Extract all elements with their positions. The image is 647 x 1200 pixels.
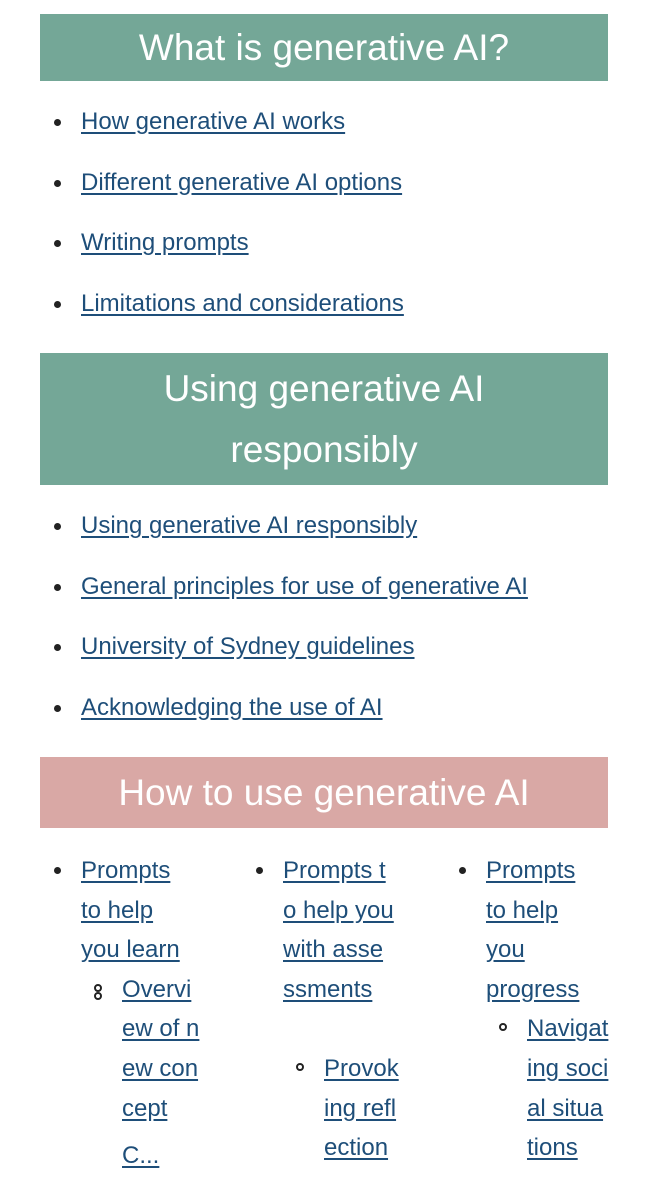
what-is-ai-list xyxy=(0,110,647,352)
sub-list xyxy=(324,1049,404,1168)
heading-line: Using generative AI xyxy=(163,368,485,409)
bullet-icon xyxy=(54,240,61,247)
list-item xyxy=(0,572,647,636)
sub-list xyxy=(122,970,204,1176)
link-navigating-social[interactable]: Navigating social situations xyxy=(527,1015,609,1162)
bullet-icon xyxy=(54,584,61,591)
bullet-icon xyxy=(54,644,61,651)
link-prompts-progress[interactable]: Prompts to help you progress xyxy=(486,857,580,1003)
link-prompts-assessments[interactable]: Prompts to help you with assessments xyxy=(283,857,394,1003)
link-how-ai-works[interactable]: How generative AI works xyxy=(81,108,346,135)
link-overview-concept[interactable]: Overview of new concept xyxy=(122,975,200,1122)
bullet-icon xyxy=(54,867,61,874)
bullet-icon xyxy=(459,867,466,874)
responsible-ai-list xyxy=(0,514,647,756)
list-item xyxy=(0,289,647,353)
sub-list-item xyxy=(122,1136,204,1176)
link-next-topic[interactable]: C... xyxy=(122,1142,160,1170)
section-heading-how-to-use: How to use generative AI xyxy=(40,757,608,828)
list-item xyxy=(0,168,647,232)
circle-bullet-icon xyxy=(94,984,102,992)
bullet-icon xyxy=(256,867,263,874)
circle-bullet-icon xyxy=(94,992,102,1000)
list-item xyxy=(0,110,647,171)
link-writing-prompts[interactable]: Writing prompts xyxy=(81,229,249,256)
link-general-principles[interactable]: General principles for use of generative AI xyxy=(81,572,528,600)
link-using-responsibly[interactable]: Using generative AI responsibly xyxy=(81,512,418,539)
section-heading-responsible-ai xyxy=(40,353,608,485)
list-item xyxy=(0,514,647,575)
main-link-wrap xyxy=(81,851,197,970)
section-heading-what-is-ai: What is generative AI? xyxy=(40,14,608,81)
link-acknowledging-ai[interactable]: Acknowledging the use of AI xyxy=(81,693,383,721)
sub-list xyxy=(527,1009,609,1167)
link-prompts-learn[interactable]: Prompts to help you learn xyxy=(81,857,180,964)
bullet-icon xyxy=(54,180,61,187)
list-item xyxy=(0,231,647,292)
bullet-icon xyxy=(54,119,61,126)
link-limitations[interactable]: Limitations and considerations xyxy=(81,289,404,317)
main-link-wrap xyxy=(486,851,590,1009)
circle-bullet-icon xyxy=(296,1063,304,1071)
heading-line: responsibly xyxy=(230,429,418,470)
bullet-icon xyxy=(54,523,61,530)
main-link-wrap xyxy=(283,851,395,1009)
bullet-icon xyxy=(54,301,61,308)
link-ai-options[interactable]: Different generative AI options xyxy=(81,168,403,196)
link-provoking-reflection[interactable]: Provoking reflection xyxy=(324,1055,399,1162)
list-item xyxy=(0,635,647,696)
bullet-icon xyxy=(54,705,61,712)
circle-bullet-icon xyxy=(499,1023,507,1031)
link-usyd-guidelines[interactable]: University of Sydney guidelines xyxy=(81,633,415,660)
list-item xyxy=(0,693,647,757)
